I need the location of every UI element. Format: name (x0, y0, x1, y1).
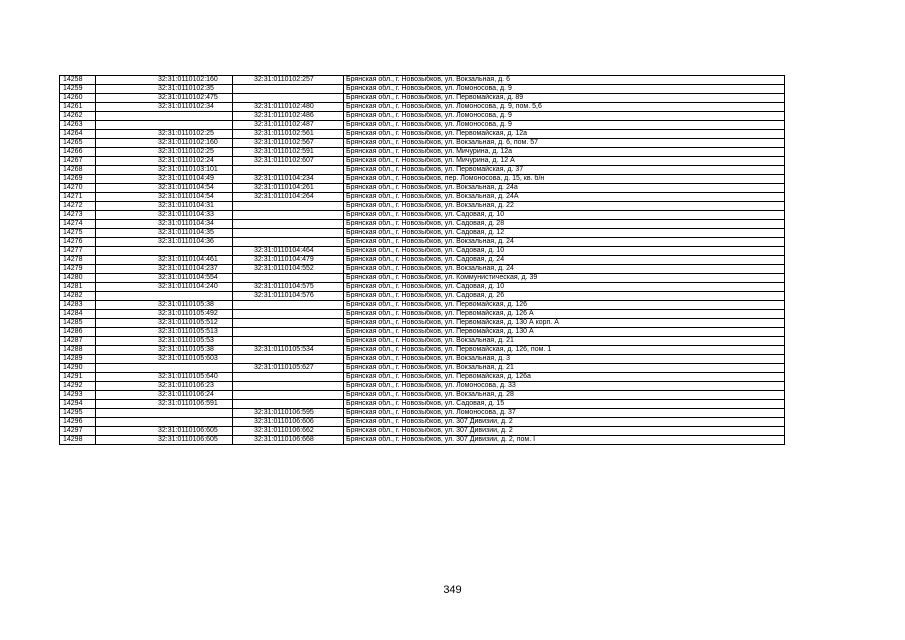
land-cadastral-number-cell (96, 418, 233, 427)
land-cadastral-number-cell: 32:31:0110104:54 (96, 184, 233, 193)
row-number-cell: 14289 (60, 355, 96, 364)
address-cell: Брянская обл., г. Новозыбков, ул. Вокзальная, д. 28 (344, 391, 785, 400)
address-cell: Брянская обл., г. Новозыбков, ул. Первомайская, д. 130 А корп. А (344, 319, 785, 328)
land-cadastral-number-cell: 32:31:0110102:475 (96, 94, 233, 103)
land-cadastral-number-cell: 32:31:0110104:237 (96, 265, 233, 274)
land-cadastral-number-cell: 32:31:0110102:160 (96, 139, 233, 148)
address-cell: Брянская обл., г. Новозыбков, ул. Садовая, д. 15 (344, 400, 785, 409)
address-cell: Брянская обл., г. Новозыбков, ул. Садовая, д. 10 (344, 283, 785, 292)
address-cell: Брянская обл., г. Новозыбков, ул. Вокзальная, д. 6 (344, 76, 785, 85)
table-row (60, 85, 785, 94)
row-number-cell: 14264 (60, 130, 96, 139)
table-row (60, 148, 785, 157)
land-cadastral-number-cell: 32:31:0110104:36 (96, 238, 233, 247)
table-row (60, 328, 785, 337)
address-cell: Брянская обл., г. Новозыбков, ул. Коммунистическая, д. 39 (344, 274, 785, 283)
row-number-cell: 14292 (60, 382, 96, 391)
table-row (60, 400, 785, 409)
address-cell: Брянская обл., г. Новозыбков, ул. Садовая, д. 12 (344, 229, 785, 238)
property-registry-table (59, 75, 785, 445)
address-cell: Брянская обл., г. Новозыбков, ул. Вокзальная, д. 24А (344, 193, 785, 202)
table-row (60, 238, 785, 247)
table-row (60, 283, 785, 292)
address-cell: Брянская обл., г. Новозыбков, пер. Ломоносова, д. 15, кв. б/н (344, 175, 785, 184)
address-cell: Брянская обл., г. Новозыбков, ул. Вокзальная, д. 3 (344, 355, 785, 364)
row-number-cell: 14276 (60, 238, 96, 247)
object-cadastral-number-cell (233, 328, 344, 337)
object-cadastral-number-cell: 32:31:0110104:464 (233, 247, 344, 256)
land-cadastral-number-cell: 32:31:0110102:25 (96, 130, 233, 139)
address-cell: Брянская обл., г. Новозыбков, ул. Первомайская, д. 130 А (344, 328, 785, 337)
address-cell: Брянская обл., г. Новозыбков, ул. Ломоносова, д. 9 (344, 85, 785, 94)
table-row (60, 409, 785, 418)
address-cell: Брянская обл., г. Новозыбков, ул. Садовая, д. 26 (344, 292, 785, 301)
row-number-cell: 14283 (60, 301, 96, 310)
table-row (60, 139, 785, 148)
object-cadastral-number-cell (233, 310, 344, 319)
object-cadastral-number-cell: 32:31:0110106:662 (233, 427, 344, 436)
land-cadastral-number-cell: 32:31:0110102:34 (96, 103, 233, 112)
row-number-cell: 14268 (60, 166, 96, 175)
land-cadastral-number-cell (96, 409, 233, 418)
row-number-cell: 14285 (60, 319, 96, 328)
address-cell: Брянская обл., г. Новозыбков, ул. Садовая, д. 24 (344, 256, 785, 265)
land-cadastral-number-cell: 32:31:0110105:38 (96, 301, 233, 310)
land-cadastral-number-cell: 32:31:0110106:605 (96, 436, 233, 445)
object-cadastral-number-cell (233, 238, 344, 247)
table-row (60, 265, 785, 274)
row-number-cell: 14278 (60, 256, 96, 265)
table-row (60, 202, 785, 211)
object-cadastral-number-cell: 32:31:0110106:595 (233, 409, 344, 418)
table-row (60, 76, 785, 85)
land-cadastral-number-cell: 32:31:0110105:512 (96, 319, 233, 328)
land-cadastral-number-cell: 32:31:0110105:492 (96, 310, 233, 319)
land-cadastral-number-cell: 32:31:0110106:605 (96, 427, 233, 436)
row-number-cell: 14281 (60, 283, 96, 292)
row-number-cell: 14259 (60, 85, 96, 94)
table-row (60, 355, 785, 364)
table-row (60, 373, 785, 382)
address-cell: Брянская обл., г. Новозыбков, ул. Мичурина, д. 12 А (344, 157, 785, 166)
land-cadastral-number-cell: 32:31:0110102:35 (96, 85, 233, 94)
land-cadastral-number-cell: 32:31:0110104:33 (96, 211, 233, 220)
object-cadastral-number-cell (233, 373, 344, 382)
land-cadastral-number-cell: 32:31:0110104:240 (96, 283, 233, 292)
address-cell: Брянская обл., г. Новозыбков, ул. Вокзальная, д. 24 (344, 265, 785, 274)
row-number-cell: 14267 (60, 157, 96, 166)
row-number-cell: 14260 (60, 94, 96, 103)
land-cadastral-number-cell (96, 112, 233, 121)
address-cell: Брянская обл., г. Новозыбков, ул. Вокзальная, д. 22 (344, 202, 785, 211)
address-cell: Брянская обл., г. Новозыбков, ул. Садовая, д. 10 (344, 247, 785, 256)
object-cadastral-number-cell: 32:31:0110102:591 (233, 148, 344, 157)
address-cell: Брянская обл., г. Новозыбков, ул. Первомайская, д. 126, пом. 1 (344, 346, 785, 355)
table-body (60, 76, 785, 445)
object-cadastral-number-cell: 32:31:0110106:668 (233, 436, 344, 445)
row-number-cell: 14296 (60, 418, 96, 427)
address-cell: Брянская обл., г. Новозыбков, ул. Вокзальная, д. 6, пом. 57 (344, 139, 785, 148)
address-cell: Брянская обл., г. Новозыбков, ул. Вокзальная, д. 21 (344, 337, 785, 346)
land-cadastral-number-cell: 32:31:0110106:24 (96, 391, 233, 400)
row-number-cell: 14269 (60, 175, 96, 184)
object-cadastral-number-cell: 32:31:0110104:479 (233, 256, 344, 265)
table-row (60, 301, 785, 310)
object-cadastral-number-cell: 32:31:0110105:627 (233, 364, 344, 373)
row-number-cell: 14280 (60, 274, 96, 283)
object-cadastral-number-cell: 32:31:0110104:234 (233, 175, 344, 184)
object-cadastral-number-cell (233, 94, 344, 103)
object-cadastral-number-cell (233, 391, 344, 400)
table-row (60, 103, 785, 112)
object-cadastral-number-cell: 32:31:0110102:567 (233, 139, 344, 148)
table-row (60, 274, 785, 283)
table-row (60, 427, 785, 436)
object-cadastral-number-cell: 32:31:0110102:486 (233, 112, 344, 121)
object-cadastral-number-cell (233, 166, 344, 175)
object-cadastral-number-cell: 32:31:0110102:561 (233, 130, 344, 139)
object-cadastral-number-cell (233, 301, 344, 310)
object-cadastral-number-cell: 32:31:0110104:264 (233, 193, 344, 202)
address-cell: Брянская обл., г. Новозыбков, ул. 307 Дивизии, д. 2 (344, 418, 785, 427)
table-row (60, 94, 785, 103)
table-row (60, 229, 785, 238)
land-cadastral-number-cell: 32:31:0110105:513 (96, 328, 233, 337)
land-cadastral-number-cell: 32:31:0110102:24 (96, 157, 233, 166)
address-cell: Брянская обл., г. Новозыбков, ул. Первомайская, д. 126а (344, 373, 785, 382)
object-cadastral-number-cell: 32:31:0110104:576 (233, 292, 344, 301)
table-row (60, 121, 785, 130)
object-cadastral-number-cell (233, 229, 344, 238)
object-cadastral-number-cell (233, 400, 344, 409)
address-cell: Брянская обл., г. Новозыбков, ул. Вокзальная, д. 24а (344, 184, 785, 193)
land-cadastral-number-cell: 32:31:0110105:603 (96, 355, 233, 364)
row-number-cell: 14265 (60, 139, 96, 148)
land-cadastral-number-cell: 32:31:0110104:49 (96, 175, 233, 184)
land-cadastral-number-cell: 32:31:0110102:25 (96, 148, 233, 157)
row-number-cell: 14291 (60, 373, 96, 382)
table-row (60, 211, 785, 220)
address-cell: Брянская обл., г. Новозыбков, ул. Ломоносова, д. 9, пом. 5,6 (344, 103, 785, 112)
row-number-cell: 14262 (60, 112, 96, 121)
address-cell: Брянская обл., г. Новозыбков, ул. Ломоносова, д. 33 (344, 382, 785, 391)
table-row (60, 256, 785, 265)
row-number-cell: 14295 (60, 409, 96, 418)
object-cadastral-number-cell: 32:31:0110105:534 (233, 346, 344, 355)
object-cadastral-number-cell (233, 355, 344, 364)
row-number-cell: 14274 (60, 220, 96, 229)
row-number-cell: 14273 (60, 211, 96, 220)
table-row (60, 310, 785, 319)
table-row (60, 166, 785, 175)
land-cadastral-number-cell (96, 292, 233, 301)
address-cell: Брянская обл., г. Новозыбков, ул. Первомайская, д. 89 (344, 94, 785, 103)
object-cadastral-number-cell: 32:31:0110104:575 (233, 283, 344, 292)
row-number-cell: 14275 (60, 229, 96, 238)
object-cadastral-number-cell (233, 274, 344, 283)
object-cadastral-number-cell: 32:31:0110102:487 (233, 121, 344, 130)
object-cadastral-number-cell (233, 85, 344, 94)
table-row (60, 175, 785, 184)
row-number-cell: 14271 (60, 193, 96, 202)
page-number: 349 (443, 584, 462, 596)
land-cadastral-number-cell (96, 121, 233, 130)
address-cell: Брянская обл., г. Новозыбков, ул. Садовая, д. 10 (344, 211, 785, 220)
row-number-cell: 14282 (60, 292, 96, 301)
table-row (60, 364, 785, 373)
table-row (60, 391, 785, 400)
land-cadastral-number-cell: 32:31:0110102:160 (96, 76, 233, 85)
row-number-cell: 14272 (60, 202, 96, 211)
row-number-cell: 14266 (60, 148, 96, 157)
object-cadastral-number-cell: 32:31:0110102:480 (233, 103, 344, 112)
address-cell: Брянская обл., г. Новозыбков, ул. Ломоносова, д. 9 (344, 121, 785, 130)
table-row (60, 220, 785, 229)
table-row (60, 337, 785, 346)
object-cadastral-number-cell: 32:31:0110104:552 (233, 265, 344, 274)
object-cadastral-number-cell: 32:31:0110102:257 (233, 76, 344, 85)
row-number-cell: 14258 (60, 76, 96, 85)
address-cell: Брянская обл., г. Новозыбков, ул. 307 Дивизии, д. 2, пом. I (344, 436, 785, 445)
address-cell: Брянская обл., г. Новозыбков, ул. Первомайская, д. 12а (344, 130, 785, 139)
row-number-cell: 14261 (60, 103, 96, 112)
table-row (60, 130, 785, 139)
land-cadastral-number-cell: 32:31:0110104:31 (96, 202, 233, 211)
row-number-cell: 14288 (60, 346, 96, 355)
row-number-cell: 14294 (60, 400, 96, 409)
table-row (60, 292, 785, 301)
object-cadastral-number-cell (233, 211, 344, 220)
table-row (60, 436, 785, 445)
row-number-cell: 14270 (60, 184, 96, 193)
object-cadastral-number-cell (233, 382, 344, 391)
object-cadastral-number-cell (233, 337, 344, 346)
object-cadastral-number-cell: 32:31:0110104:261 (233, 184, 344, 193)
row-number-cell: 14284 (60, 310, 96, 319)
land-cadastral-number-cell: 32:31:0110106:591 (96, 400, 233, 409)
row-number-cell: 14279 (60, 265, 96, 274)
address-cell: Брянская обл., г. Новозыбков, ул. Мичурина, д. 12а (344, 148, 785, 157)
table-row (60, 346, 785, 355)
object-cadastral-number-cell (233, 220, 344, 229)
table-row (60, 184, 785, 193)
table-row (60, 382, 785, 391)
land-cadastral-number-cell: 32:31:0110104:54 (96, 193, 233, 202)
land-cadastral-number-cell: 32:31:0110106:23 (96, 382, 233, 391)
address-cell: Брянская обл., г. Новозыбков, ул. Первомайская, д. 37 (344, 166, 785, 175)
object-cadastral-number-cell (233, 202, 344, 211)
object-cadastral-number-cell (233, 319, 344, 328)
row-number-cell: 14263 (60, 121, 96, 130)
object-cadastral-number-cell: 32:31:0110106:606 (233, 418, 344, 427)
address-cell: Брянская обл., г. Новозыбков, ул. Вокзальная, д. 21 (344, 364, 785, 373)
address-cell: Брянская обл., г. Новозыбков, ул. Вокзальная, д. 24 (344, 238, 785, 247)
row-number-cell: 14287 (60, 337, 96, 346)
table-row (60, 247, 785, 256)
address-cell: Брянская обл., г. Новозыбков, ул. Ломоносова, д. 37 (344, 409, 785, 418)
row-number-cell: 14298 (60, 436, 96, 445)
table-row (60, 418, 785, 427)
land-cadastral-number-cell: 32:31:0110105:38 (96, 346, 233, 355)
address-cell: Брянская обл., г. Новозыбков, ул. 307 Дивизии, д. 2 (344, 427, 785, 436)
land-cadastral-number-cell: 32:31:0110104:461 (96, 256, 233, 265)
land-cadastral-number-cell (96, 247, 233, 256)
row-number-cell: 14290 (60, 364, 96, 373)
land-cadastral-number-cell (96, 364, 233, 373)
land-cadastral-number-cell: 32:31:0110104:34 (96, 220, 233, 229)
land-cadastral-number-cell: 32:31:0110104:554 (96, 274, 233, 283)
land-cadastral-number-cell: 32:31:0110105:640 (96, 373, 233, 382)
address-cell: Брянская обл., г. Новозыбков, ул. Ломоносова, д. 9 (344, 112, 785, 121)
address-cell: Брянская обл., г. Новозыбков, ул. Первомайская, д. 126 А (344, 310, 785, 319)
address-cell: Брянская обл., г. Новозыбков, ул. Первомайская, д. 126 (344, 301, 785, 310)
table-row (60, 319, 785, 328)
row-number-cell: 14277 (60, 247, 96, 256)
object-cadastral-number-cell: 32:31:0110102:607 (233, 157, 344, 166)
row-number-cell: 14297 (60, 427, 96, 436)
land-cadastral-number-cell: 32:31:0110104:35 (96, 229, 233, 238)
row-number-cell: 14293 (60, 391, 96, 400)
land-cadastral-number-cell: 32:31:0110103:101 (96, 166, 233, 175)
table-row (60, 157, 785, 166)
table-row (60, 112, 785, 121)
row-number-cell: 14286 (60, 328, 96, 337)
land-cadastral-number-cell: 32:31:0110105:53 (96, 337, 233, 346)
address-cell: Брянская обл., г. Новозыбков, ул. Садовая, д. 28 (344, 220, 785, 229)
table-row (60, 193, 785, 202)
